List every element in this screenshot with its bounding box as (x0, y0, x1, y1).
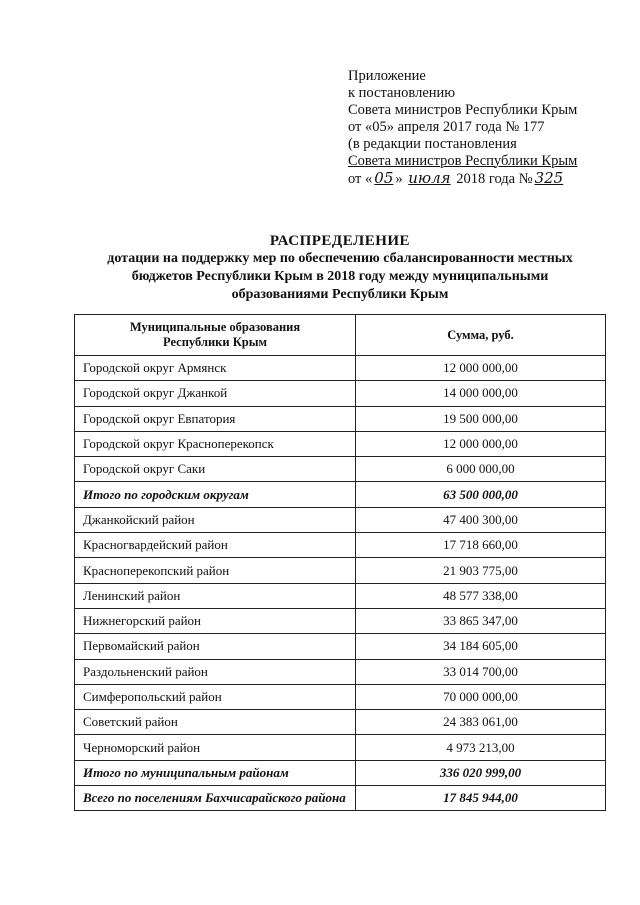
appendix-line: Приложение (348, 68, 426, 84)
amendment-number: 325 (534, 169, 564, 187)
municipality-name: Симферопольский район (75, 684, 356, 709)
amendment-date-line (348, 170, 577, 188)
municipality-name: Городской округ Джанкой (75, 381, 356, 406)
table-row (75, 710, 606, 735)
amount-value: 17 718 660,00 (356, 533, 606, 558)
municipality-name: Джанкойский район (75, 507, 356, 532)
amount-value: 4 973 213,00 (356, 735, 606, 760)
amount-value: 19 500 000,00 (356, 406, 606, 431)
municipality-name: Городской округ Евпатория (75, 406, 356, 431)
amount-value: 12 000 000,00 (356, 431, 606, 456)
amount-value: 24 383 061,00 (356, 710, 606, 735)
amount-value: 33 865 347,00 (356, 608, 606, 633)
municipality-name: Итого по муниципальным районам (75, 760, 356, 785)
amount-value: 17 845 944,00 (356, 786, 606, 811)
municipality-name: Советский район (75, 710, 356, 735)
amount-value: 14 000 000,00 (356, 381, 606, 406)
municipality-name: Нижнегорский район (75, 608, 356, 633)
table-row (75, 583, 606, 608)
document-subtitle-line: дотации на поддержку мер по обеспечению сбалансированности местных (107, 251, 573, 266)
amendment-day: 05 (374, 169, 394, 187)
municipality-name: Красноперекопский район (75, 558, 356, 583)
table-row (75, 533, 606, 558)
table-row (75, 684, 606, 709)
amendment-prefix: от « (348, 171, 373, 187)
table-header-row (75, 315, 606, 356)
amount-value: 21 903 775,00 (356, 558, 606, 583)
table-row (75, 634, 606, 659)
table-total-row (75, 760, 606, 785)
table-row (75, 735, 606, 760)
table-row (75, 457, 606, 482)
amount-value: 12 000 000,00 (356, 356, 606, 381)
amendment-mid: » (395, 171, 403, 187)
table-total-row (75, 482, 606, 507)
table-row (75, 431, 606, 456)
amount-value: 47 400 300,00 (356, 507, 606, 532)
municipality-name: Раздольненский район (75, 659, 356, 684)
document-title-block (70, 232, 610, 304)
amount-value: 70 000 000,00 (356, 684, 606, 709)
appendix-line: Совета министров Республики Крым (348, 153, 578, 169)
appendix-header (348, 68, 577, 188)
appendix-line: от «05» апреля 2017 года № 177 (348, 119, 545, 135)
table-row (75, 356, 606, 381)
amount-value: 34 184 605,00 (356, 634, 606, 659)
appendix-line: (в редакции постановления (348, 136, 517, 152)
document-subtitle-line: бюджетов Республики Крым в 2018 году между муниципальными (131, 269, 549, 284)
amendment-year: 2018 года № (456, 171, 533, 187)
header-municipality (75, 315, 356, 356)
municipality-name: Городской округ Армянск (75, 356, 356, 381)
amount-value: 63 500 000,00 (356, 482, 606, 507)
municipality-name: Первомайский район (75, 634, 356, 659)
amount-value: 33 014 700,00 (356, 659, 606, 684)
document-subtitle-line: образованиями Республики Крым (231, 287, 449, 302)
distribution-table (74, 314, 606, 811)
table-row (75, 558, 606, 583)
appendix-line: к постановлению (348, 85, 456, 101)
municipality-name: Черноморский район (75, 735, 356, 760)
table-row (75, 406, 606, 431)
amendment-month: июля (408, 169, 451, 187)
municipality-name: Городской округ Красноперекопск (75, 431, 356, 456)
header-sum: Сумма, руб. (356, 315, 606, 356)
municipality-name: Всего по поселениям Бахчисарайского района (75, 786, 356, 811)
appendix-line: Совета министров Республики Крым (348, 102, 578, 118)
amount-value: 336 020 999,00 (356, 760, 606, 785)
header-municipality-line: Республики Крым (163, 335, 267, 349)
amount-value: 48 577 338,00 (356, 583, 606, 608)
table-row (75, 608, 606, 633)
municipality-name: Красногвардейский район (75, 533, 356, 558)
municipality-name: Итого по городским округам (75, 482, 356, 507)
table-total-row (75, 786, 606, 811)
municipality-name: Ленинский район (75, 583, 356, 608)
table-row (75, 507, 606, 532)
municipality-name: Городской округ Саки (75, 457, 356, 482)
header-municipality-line: Муниципальные образования (129, 320, 301, 334)
table-row (75, 659, 606, 684)
document-title: РАСПРЕДЕЛЕНИЕ (269, 233, 411, 249)
table-row (75, 381, 606, 406)
amount-value: 6 000 000,00 (356, 457, 606, 482)
